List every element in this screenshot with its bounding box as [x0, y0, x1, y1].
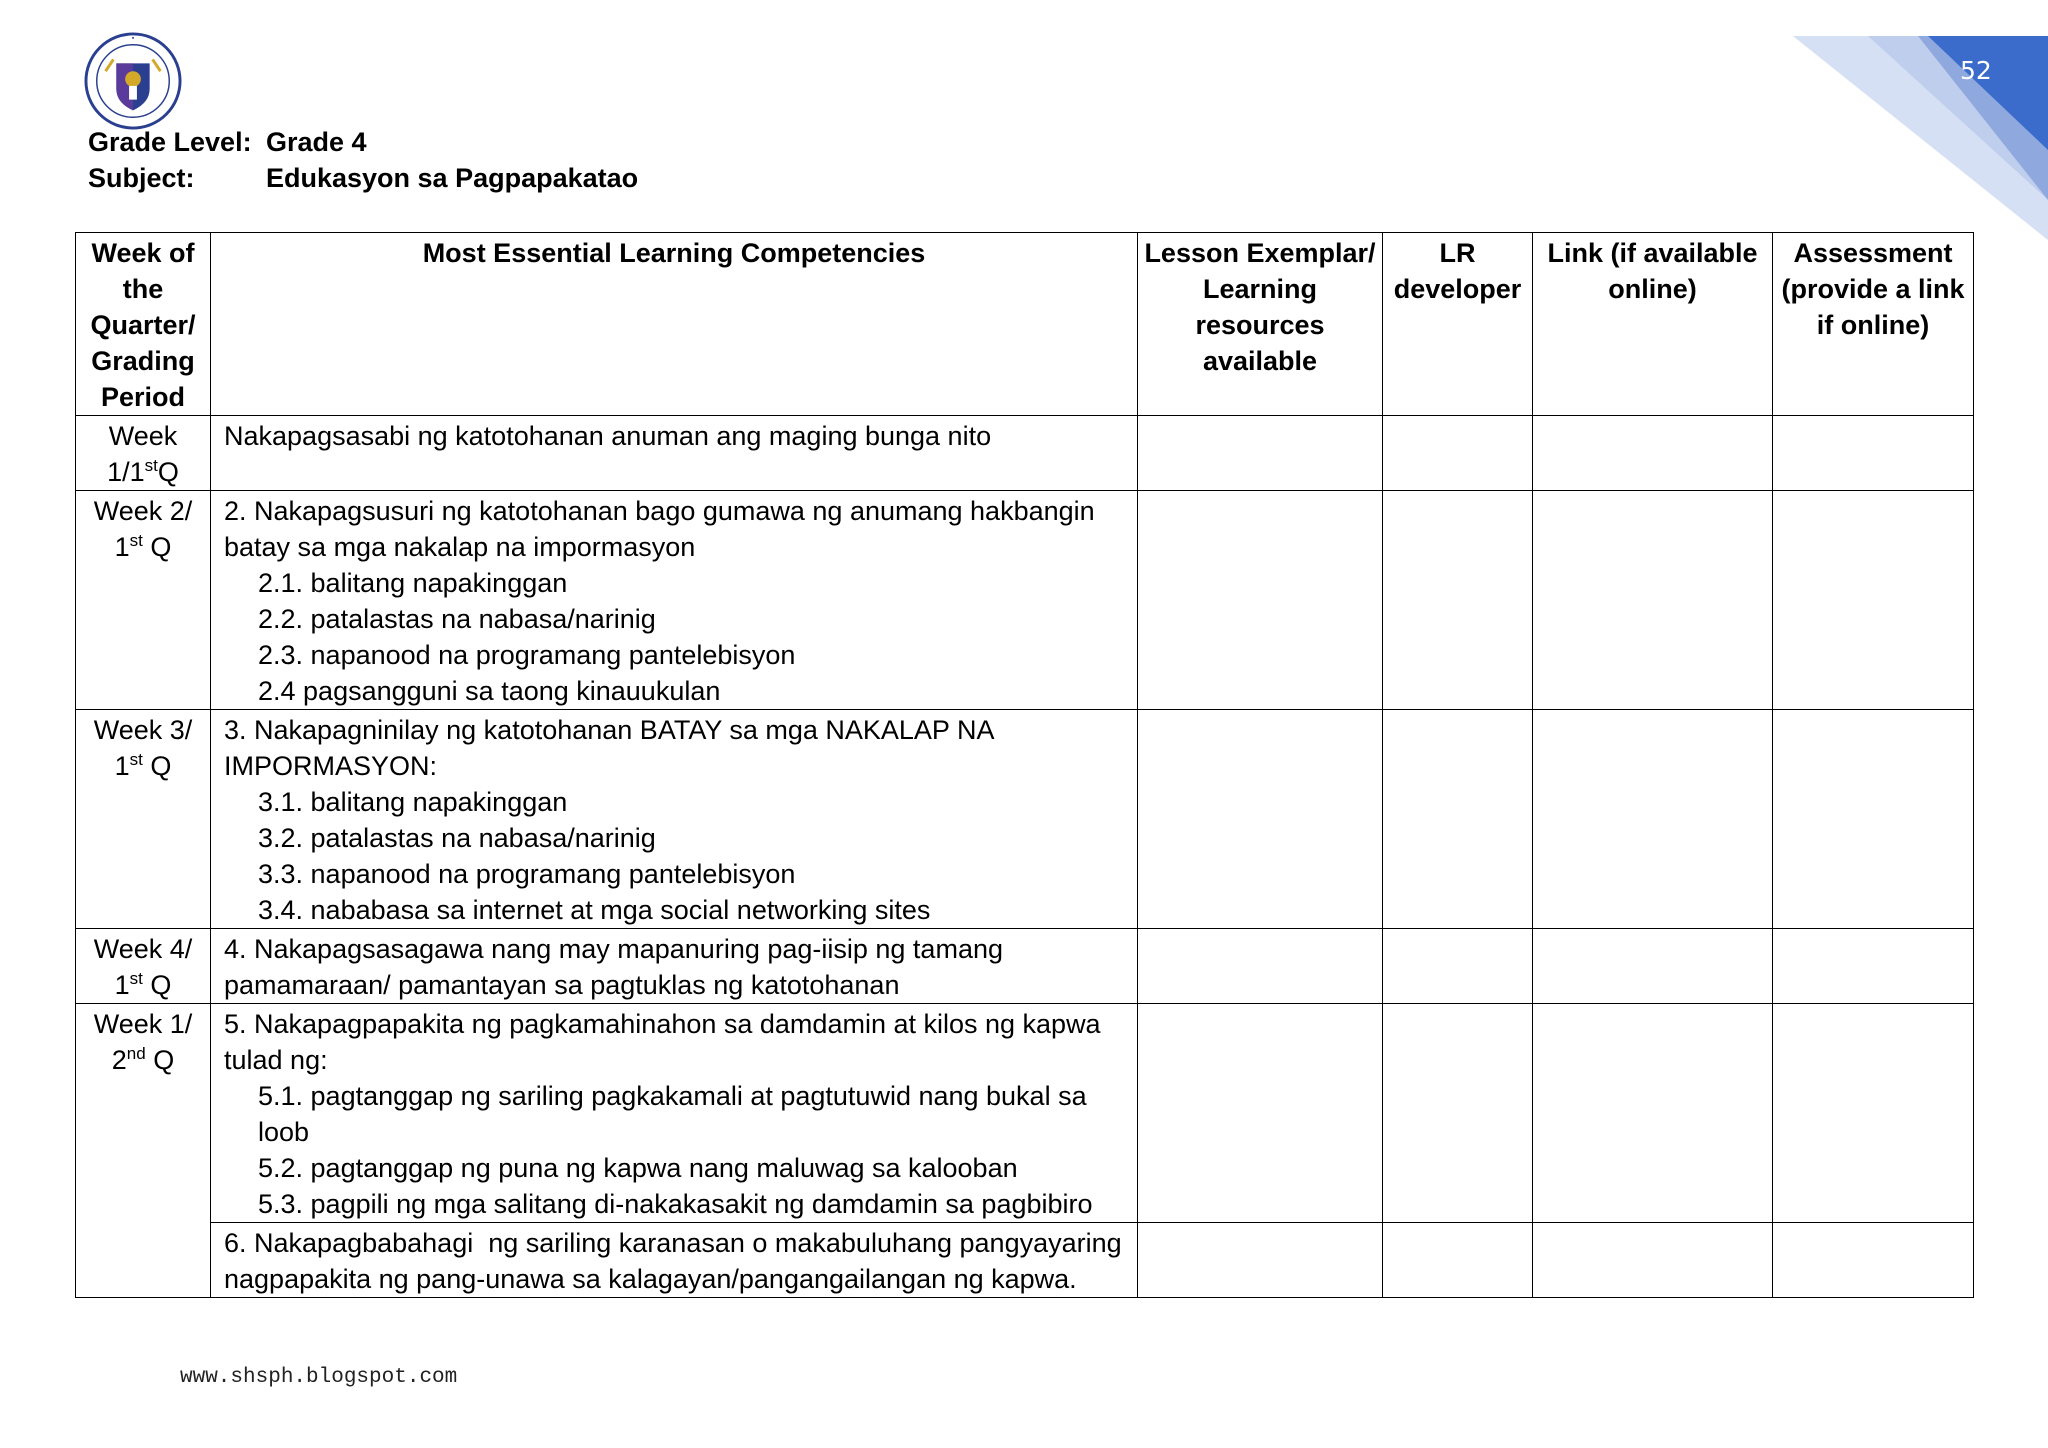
lesson-exemplar-cell: [1138, 491, 1383, 710]
week-ordinal: st: [129, 969, 143, 988]
assessment-cell: [1773, 416, 1974, 491]
week-line: Week 1/: [93, 1009, 193, 1039]
link-cell: [1533, 1223, 1773, 1298]
competency-cell: [211, 491, 1138, 710]
assessment-cell: [1773, 1004, 1974, 1223]
competency-subitem: 5.3. pagpili ng mga salitang di-nakakasakit ng damdamin sa pagbibiro: [258, 1189, 1093, 1219]
week-quarter: Q: [150, 970, 172, 1000]
week-quarter: Q: [150, 751, 172, 781]
lesson-exemplar-cell: [1138, 1223, 1383, 1298]
lr-developer-cell: [1383, 1004, 1533, 1223]
week-number: 1: [114, 970, 130, 1000]
link-cell: [1533, 491, 1773, 710]
lesson-exemplar-cell: [1138, 929, 1383, 1004]
table-row: [76, 1223, 1974, 1298]
lesson-exemplar-cell: [1138, 416, 1383, 491]
lr-developer-cell: [1383, 1223, 1533, 1298]
week-ordinal: st: [129, 531, 143, 550]
column-header-lr-developer: LR developer: [1383, 233, 1533, 416]
subject-label: Subject:: [88, 163, 195, 193]
link-cell: [1533, 929, 1773, 1004]
week-number: 1: [114, 532, 130, 562]
week-number: 1: [114, 751, 130, 781]
lr-developer-cell: [1383, 491, 1533, 710]
week-cell: [76, 929, 211, 1004]
week-ordinal: nd: [126, 1044, 146, 1063]
column-header-link: Link (if available online): [1533, 233, 1773, 416]
assessment-cell: [1773, 491, 1974, 710]
lesson-exemplar-cell: [1138, 710, 1383, 929]
link-cell: [1533, 1004, 1773, 1223]
competency-subitem: 3.1. balitang napakinggan: [258, 787, 568, 817]
competency-cell: [211, 1223, 1138, 1298]
subject-value: Edukasyon sa Pagpapakatao: [266, 163, 639, 193]
competency-cell: [211, 1004, 1138, 1223]
link-cell: [1533, 710, 1773, 929]
link-cell: [1533, 416, 1773, 491]
lesson-exemplar-cell: [1138, 1004, 1383, 1223]
competency-subitem: 2.3. napanood na programang pantelebisyon: [258, 640, 796, 670]
document-meta: [88, 124, 638, 196]
week-ordinal: st: [129, 750, 143, 769]
column-header-week: Week of the Quarter/ Grading Period: [76, 233, 211, 416]
competency-item: Nakapagsasabi ng katotohanan anuman ang maging bunga nito: [224, 421, 992, 451]
week-line: Week: [108, 421, 178, 451]
corner-decoration: [1718, 0, 2048, 240]
grade-level-value: Grade 4: [266, 127, 367, 157]
footer-url: www.shsph.blogspot.com: [180, 1366, 458, 1389]
column-header-lesson-exemplar: Lesson Exemplar/ Learning resources available: [1138, 233, 1383, 416]
week-quarter: Q: [150, 532, 172, 562]
assessment-cell: [1773, 929, 1974, 1004]
assessment-cell: [1773, 710, 1974, 929]
table-row: [76, 491, 1974, 710]
table-row: [76, 710, 1974, 929]
week-quarter: Q: [145, 1045, 175, 1075]
competency-subitem: 3.4. nababasa sa internet at mga social networking sites: [258, 895, 931, 925]
week-cell: [76, 491, 211, 710]
grade-level-label: Grade Level:: [88, 127, 252, 157]
competency-subitem: 3.3. napanood na programang pantelebisyon: [258, 859, 796, 889]
lr-developer-cell: [1383, 710, 1533, 929]
lr-developer-cell: [1383, 416, 1533, 491]
table-row: [76, 929, 1974, 1004]
week-cell: [76, 416, 211, 491]
competency-item: 6. Nakapagbabahagi ng sariling karanasan o makabuluhang pangyayaring nagpapakita ng pang-unawa sa kalagayan/pangangailangan ng kapwa.: [224, 1228, 1130, 1294]
week-quarter: Q: [157, 457, 179, 487]
assessment-cell: [1773, 1223, 1974, 1298]
competencies-table: [75, 232, 1974, 1298]
competency-subitem: 2.1. balitang napakinggan: [258, 568, 568, 598]
competency-subitem: 2.2. patalastas na nabasa/narinig: [258, 604, 656, 634]
week-cell: [76, 710, 211, 929]
competency-cell: [211, 710, 1138, 929]
week-cell: [76, 1004, 211, 1298]
competency-cell: [211, 929, 1138, 1004]
competency-item: 4. Nakapagsasagawa nang may mapanuring pag-iisip ng tamang pamamaraan/ pamantayan sa pagtuklas ng katotohanan: [224, 934, 1011, 1000]
competency-subitem: 5.2. pagtanggap ng puna ng kapwa nang maluwag sa kalooban: [258, 1153, 1018, 1183]
week-line: Week 3/: [93, 715, 193, 745]
week-number: 2: [111, 1045, 127, 1075]
deped-seal-logo: [84, 32, 182, 130]
competency-subitem: 2.4 pagsangguni sa taong kinauukulan: [258, 676, 721, 706]
lr-developer-cell: [1383, 929, 1533, 1004]
competency-subitem: 5.1. pagtanggap ng sariling pagkakamali at pagtutuwid nang bukal sa loob: [258, 1081, 1095, 1147]
table-row: [76, 416, 1974, 491]
table-body: [76, 416, 1974, 1298]
competency-cell: [211, 416, 1138, 491]
week-line: Week 2/: [93, 496, 193, 526]
competency-item: 3. Nakapagninilay ng katotohanan BATAY sa mga NAKALAP NA IMPORMASYON:: [224, 715, 1001, 781]
competency-subitem: 3.2. patalastas na nabasa/narinig: [258, 823, 656, 853]
table-row: [76, 1004, 1974, 1223]
week-number: 1/1: [107, 457, 145, 487]
column-header-assessment: Assessment (provide a link if online): [1773, 233, 1974, 416]
week-line: Week 4/: [93, 934, 193, 964]
page-number: 52: [1960, 56, 1992, 85]
competency-item: 2. Nakapagsusuri ng katotohanan bago gumawa ng anumang hakbangin batay sa mga nakalap na impormasyon: [224, 496, 1103, 562]
column-header-competencies: Most Essential Learning Competencies: [211, 233, 1138, 416]
week-ordinal: st: [144, 456, 158, 475]
competency-item: 5. Nakapagpapakita ng pagkamahinahon sa damdamin at kilos ng kapwa tulad ng:: [224, 1009, 1109, 1075]
